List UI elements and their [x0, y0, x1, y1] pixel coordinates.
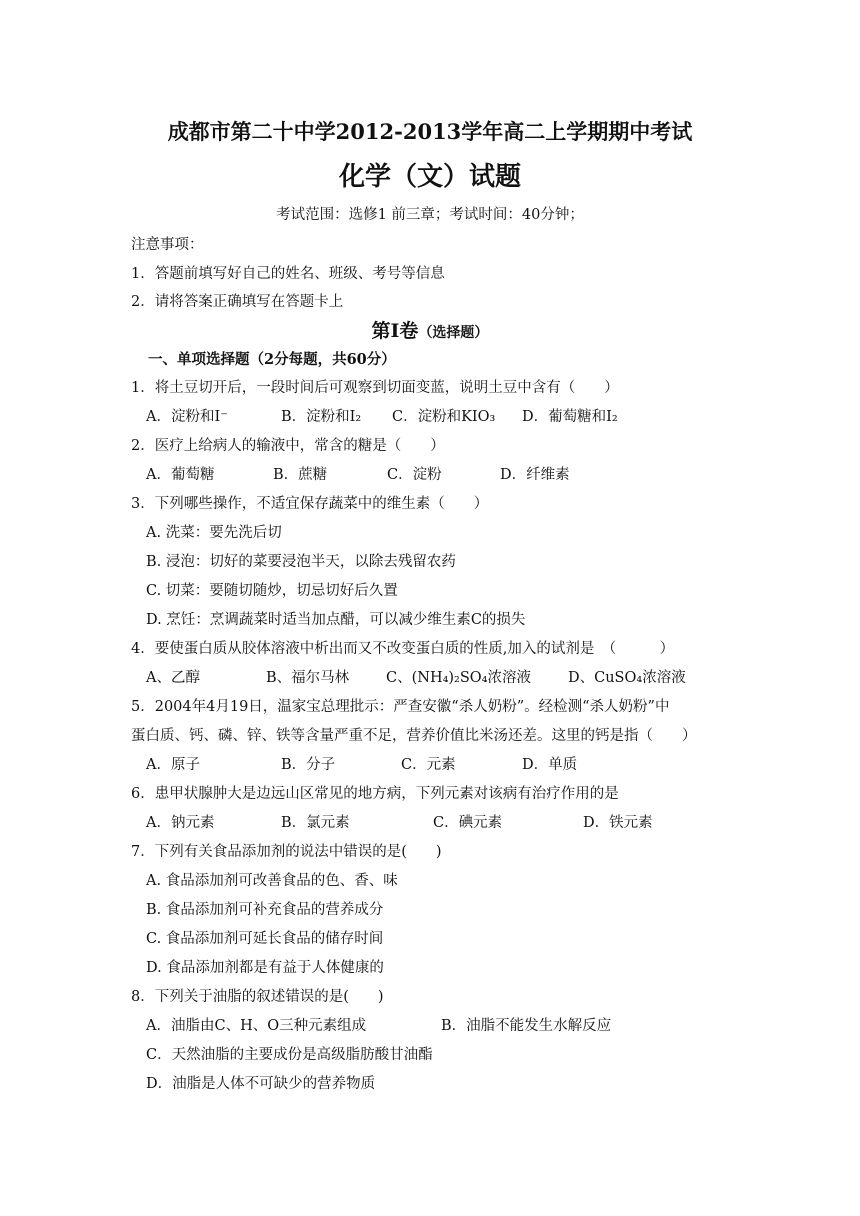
- option: C. 切菜：要随切随炒，切忌切好后久置: [146, 583, 398, 599]
- option: B．淀粉和I₂: [281, 409, 362, 425]
- option: D．单质: [522, 757, 578, 773]
- question-stem: 4．要使蛋白质从胶体溶液中析出而又不改变蛋白质的性质,加入的试剂是 （ ）: [131, 641, 675, 657]
- question-stem: 1．将土豆切开后，一段时间后可观察到切面变蓝，说明土豆中含有（ ）: [131, 380, 619, 396]
- option: A．钠元素: [146, 815, 215, 831]
- option: D．葡萄糖和I₂: [522, 409, 618, 425]
- option: A. 食品添加剂可改善食品的色、香、味: [146, 873, 398, 889]
- option: A、乙醇: [146, 670, 200, 686]
- exam-scope: 考试范围：选修1 前三章；考试时间：40分钟；: [276, 207, 584, 223]
- option: D、CuSO₄浓溶液: [568, 670, 686, 686]
- option: C．天然油脂的主要成份是高级脂肪酸甘油酯: [146, 1047, 433, 1063]
- option: A．油脂由C、H、O三种元素组成: [146, 1018, 367, 1034]
- notice-item: 2．请将答案正确填写在答题卡上: [131, 294, 344, 310]
- option: A．葡萄糖: [146, 467, 215, 483]
- option: C、(NH₄)₂SO₄浓溶液: [386, 670, 531, 686]
- question-stem-continued: 蛋白质、钙、磷、锌、铁等含量严重不足，营养价值比米汤还差。这里的钙是指（ ）: [131, 728, 697, 744]
- exam-title: 成都市第二十中学2012-2013学年高二上学期期中考试: [167, 119, 693, 144]
- option: B. 浸泡：切好的菜要浸泡半天，以除去残留农药: [146, 554, 456, 570]
- option: D．油脂是人体不可缺少的营养物质: [146, 1076, 376, 1092]
- option: B．蔗糖: [273, 467, 328, 483]
- option: B．氯元素: [281, 815, 350, 831]
- option: B．分子: [281, 757, 336, 773]
- part-title-suffix: （选择题）: [418, 325, 489, 341]
- section-heading: 一、单项选择题（2分每题，共60分）: [148, 351, 396, 368]
- option: C．淀粉和KIO₃: [392, 409, 496, 425]
- option: B、福尔马林: [266, 670, 350, 686]
- question-stem: 7．下列有关食品添加剂的说法中错误的是( ): [131, 844, 442, 860]
- question-stem: 6．患甲状腺肿大是边远山区常见的地方病，下列元素对该病有治疗作用的是: [131, 786, 619, 802]
- question-stem: 5．2004年4月19日，温家宝总理批示：严查安徽“杀人奶粉”。经检测“杀人奶粉”中: [131, 699, 670, 715]
- option: A．淀粉和I⁻: [146, 409, 228, 425]
- exam-subtitle: 化学（文）试题: [338, 162, 521, 192]
- option: C．元素: [401, 757, 456, 773]
- option: C. 食品添加剂可延长食品的储存时间: [146, 931, 384, 947]
- option: B. 食品添加剂可补充食品的营养成分: [146, 902, 384, 918]
- option: A．原子: [146, 757, 200, 773]
- option: A. 洗菜：要先洗后切: [146, 525, 282, 541]
- option: D. 烹饪：烹调蔬菜时适当加点醋，可以减少维生素C的损失: [146, 612, 526, 628]
- part-title-main: 第Ⅰ卷: [371, 320, 419, 342]
- option: D．铁元素: [583, 815, 653, 831]
- part-title: [0, 316, 860, 343]
- option: D．纤维素: [500, 467, 570, 483]
- notice-item: 1．答题前填写好自己的姓名、班级、考号等信息: [131, 266, 445, 282]
- option: B．油脂不能发生水解反应: [441, 1018, 612, 1034]
- option: D. 食品添加剂都是有益于人体健康的: [146, 960, 384, 976]
- question-stem: 3．下列哪些操作，不适宜保存蔬菜中的维生素（ ）: [131, 496, 489, 512]
- question-stem: 2．医疗上给病人的输液中，常含的糖是（ ）: [131, 438, 445, 454]
- option: C．淀粉: [387, 467, 442, 483]
- question-stem: 8．下列关于油脂的叙述错误的是( ): [131, 989, 384, 1005]
- notice-heading: 注意事项：: [131, 237, 204, 253]
- option: C．碘元素: [433, 815, 503, 831]
